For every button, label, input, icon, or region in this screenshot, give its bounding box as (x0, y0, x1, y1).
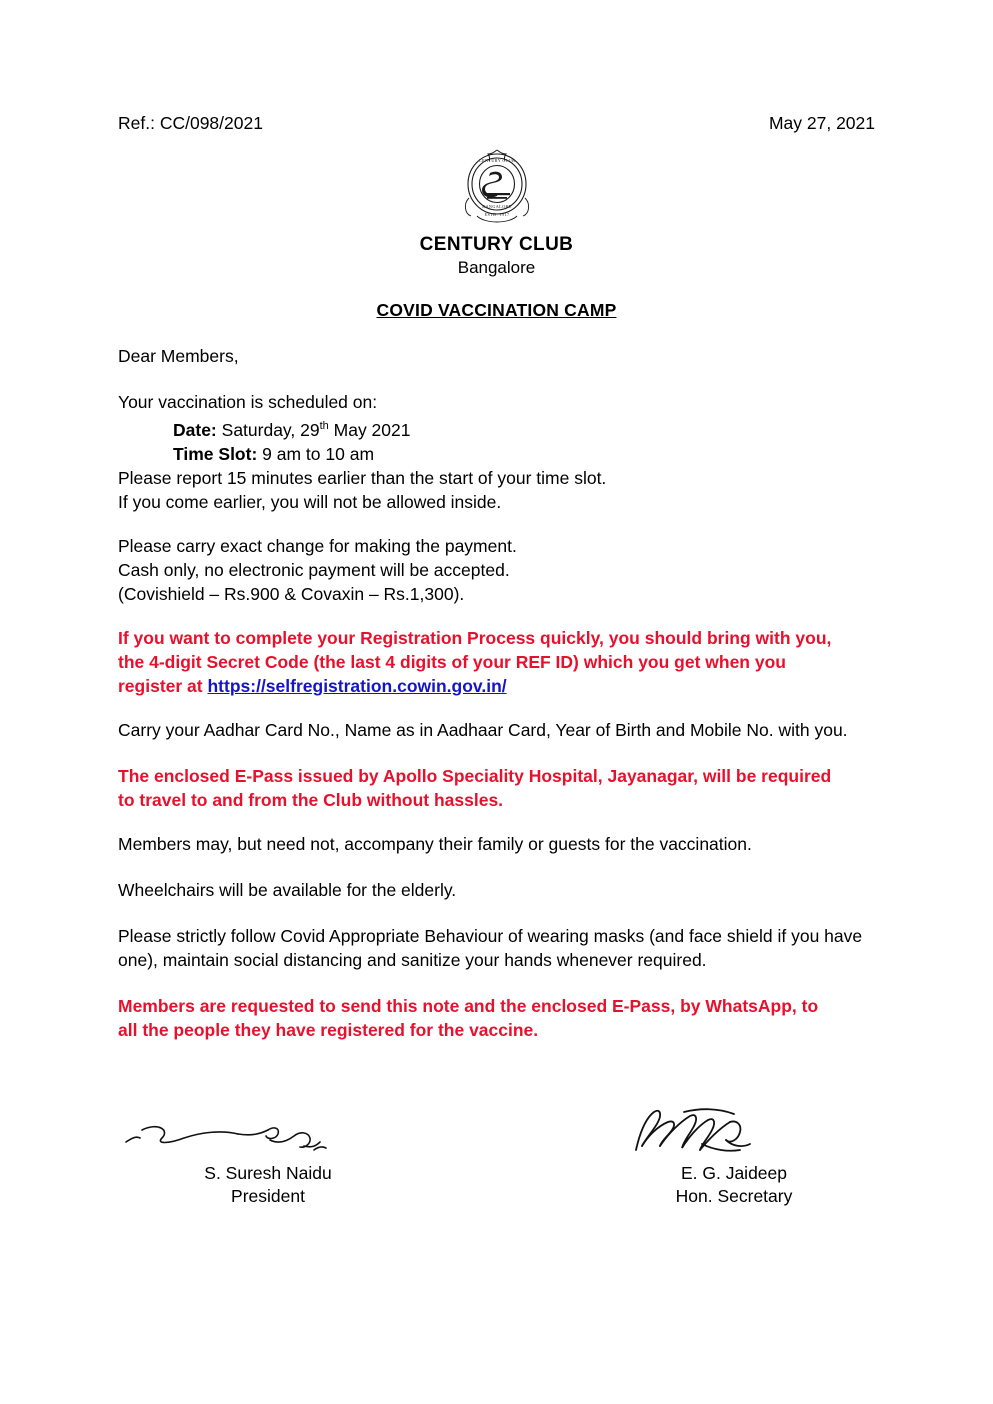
whatsapp-notice-line-2: all the people they have registered for the vaccine. (118, 1019, 539, 1040)
date-value-post: May 2021 (328, 419, 411, 440)
registration-notice-line-2: the 4-digit Secret Code (the last 4 digits of your REF ID) which you get when you (118, 651, 786, 672)
wheelchair-line: Wheelchairs will be available for the elderly. (118, 879, 457, 900)
secretary-role: Hon. Secretary (675, 1186, 793, 1206)
family-guests-line: Members may, but need not, accompany their family or guests for the vaccination. (118, 833, 752, 854)
covid-behaviour-line: Please strictly follow Covid Appropriate Behaviour of wearing masks (and face shield if you have one), maintain social distancing and sanitize your hands whenever required. (118, 925, 863, 970)
whatsapp-notice (118, 994, 874, 1042)
club-city: Bangalore (457, 258, 536, 277)
schedule-time-line (118, 442, 874, 466)
schedule-date-line (118, 414, 874, 442)
aadhaar-instruction: Carry your Aadhar Card No., Name as in Aadhaar Card, Year of Birth and Mobile No. with you. (118, 719, 848, 740)
svg-text:ESTD. 1917: ESTD. 1917 (484, 212, 509, 217)
salutation: Dear Members, (118, 346, 239, 366)
document-date: May 27, 2021 (768, 113, 875, 133)
whatsapp-notice-line-1: Members are requested to send this note and the enclosed E-Pass, by WhatsApp, to (118, 995, 819, 1016)
century-club-crest-icon (457, 146, 537, 232)
spacer (118, 514, 874, 534)
cowin-registration-link[interactable]: https://selfregistration.cowin.gov.in/ (207, 675, 507, 696)
vaccine-price-line: (Covishield – Rs.900 & Covaxin – Rs.1,300). (118, 583, 465, 604)
registration-notice-line-3 (118, 674, 874, 698)
secretary-signature-image (584, 1100, 884, 1162)
time-label: Time Slot: (173, 443, 258, 464)
secretary-name: E. G. Jaideep (680, 1163, 788, 1183)
no-early-entry-line: If you come earlier, you will not be allowed inside. (118, 491, 502, 512)
secretary-signature-block (584, 1100, 884, 1208)
epass-notice (118, 764, 874, 812)
reference-number: Ref.: CC/098/2021 (118, 113, 263, 133)
registration-notice (118, 626, 874, 698)
epass-notice-line-1: The enclosed E-Pass issued by Apollo Speciality Hospital, Jayanagar, will be required (118, 765, 832, 786)
spacer (118, 606, 874, 626)
president-signature-image (118, 1100, 418, 1162)
president-signature-block (118, 1100, 418, 1208)
registration-notice-line-1: If you want to complete your Registration Process quickly, you should bring with you, (118, 627, 832, 648)
president-role: President (231, 1186, 305, 1206)
svg-text:BANGALORE: BANGALORE (481, 204, 512, 209)
svg-text:CENTURY CLUB: CENTURY CLUB (478, 158, 515, 163)
spacer (118, 812, 874, 832)
schedule-intro: Your vaccination is scheduled on: (118, 392, 378, 412)
report-early-line: Please report 15 minutes earlier than the start of your time slot. (118, 467, 607, 488)
date-ordinal-suffix: th (319, 420, 329, 432)
time-value: 9 am to 10 am (262, 443, 375, 464)
spacer (118, 698, 874, 718)
schedule-block (118, 390, 874, 514)
signature-area (118, 1100, 874, 1250)
letter-body (118, 344, 874, 1042)
epass-notice-line-2: to travel to and from the Club without hassles. (118, 789, 504, 810)
date-label: Date: (173, 419, 217, 440)
page-title: COVID VACCINATION CAMP (376, 300, 617, 320)
president-name: S. Suresh Naidu (204, 1163, 332, 1183)
payment-block (118, 534, 874, 606)
register-at-text: register at (118, 675, 208, 696)
payment-cash-only-line: Cash only, no electronic payment will be accepted. (118, 559, 510, 580)
date-value-pre: Saturday, 29 (221, 419, 320, 440)
payment-exact-change-line: Please carry exact change for making the payment. (118, 535, 517, 556)
crest-container (0, 146, 993, 232)
club-name: CENTURY CLUB (419, 234, 574, 255)
document-header (118, 113, 875, 134)
